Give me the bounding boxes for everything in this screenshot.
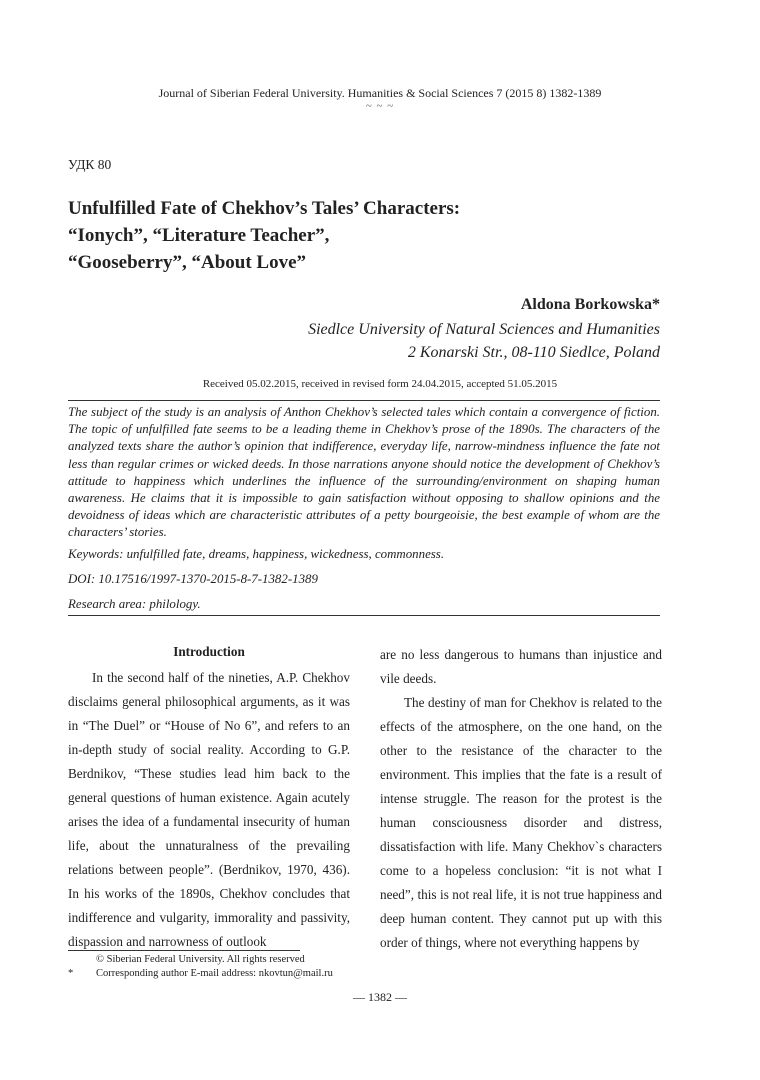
title-line-1: Unfulfilled Fate of Chekhov’s Tales’ Characters: (68, 198, 461, 219)
affiliation-line-2: 2 Konarski Str., 08-110 Siedlce, Poland (407, 344, 660, 361)
right-paragraph-1: are no less dangerous to humans than injustice and vile deeds. (380, 647, 662, 686)
author-name: Aldona Borkowska* (520, 296, 660, 313)
footnote-copyright (68, 953, 305, 967)
udk-code: УДК 80 (68, 157, 112, 172)
doi: DOI: 10.17516/1997-1370-2015-8-7-1382-1389 (68, 572, 318, 586)
footnote-star: * (68, 968, 74, 979)
affiliation-line-1: Siedlce University of Natural Sciences and Humanities (308, 321, 660, 338)
abstract-bottom-rule (68, 615, 660, 616)
abstract-top-rule (68, 400, 660, 401)
copyright-text: © Siberian Federal University. All rights reserved (96, 954, 305, 965)
keywords: Keywords: unfulfilled fate, dreams, happiness, wickedness, commonness. (68, 547, 445, 561)
right-column (380, 643, 662, 955)
abstract: The subject of the study is an analysis of Anthon Chekhov’s selected tales which contain a convergence of fiction. The topic of unfulfilled fate seems to be a leading theme in Chekhov’s prose of the 1890s. The characters of the analyzed texts share the author’s opinion that indifference, everyday life, narrow-mindness influence the fate not less than regular crimes or wicked deeds. In those narrations anyone should notice the development of Chekhov’s attitude to happiness which underlines the influence of the surrounding/environment on shaping human awareness. He claims that it is impossible to gain satisfaction without opposing to shallow opinions and the devoidness of ideas which are characteristic attributes of a petty bourgeoisie, the best example of whom are the characters’ stories. (68, 405, 660, 540)
article-title (68, 195, 668, 276)
title-line-2: “Ionych”, “Literature Teacher”, (68, 225, 330, 246)
section-heading-introduction: Introduction (173, 644, 245, 659)
header-ornament: ~ ~ ~ (365, 100, 395, 112)
research-area: Research area: philology. (68, 597, 201, 611)
author-affiliation (308, 318, 660, 364)
journal-header: Journal of Siberian Federal University. Humanities & Social Sciences 7 (2015 8) 1382-1389 (158, 86, 602, 100)
left-paragraph: In the second half of the nineties, A.P. Chekhov disclaims general philosophical arguments, as it was in “The Duel” or “House of No 6”, and refers to an in-depth study of social reality. According to G.P. Berdnikov, “These studies lead him back to the general questions of human existence. Again acutely arises the idea of a fundamental insecurity of human life, about the unnaturalness of the prevailing relations between people”. (Berdnikov, 1970, 436). In his works of the 1890s, Chekhov concludes that indifference and vulgarity, immorality and passivity, dispassion and narrowness of outlook (68, 670, 350, 949)
footnote-corresponding (68, 967, 333, 981)
received-dates: Received 05.02.2015, received in revised form 24.04.2015, accepted 51.05.2015 (202, 378, 558, 390)
title-line-3: “Gooseberry”, “About Love” (68, 252, 307, 273)
page-number: — 1382 — (353, 990, 407, 1004)
left-column (68, 640, 350, 954)
corresponding-email: Corresponding author E-mail address: nkovtun@mail.ru (96, 968, 333, 979)
footnote-rule (68, 950, 300, 951)
right-paragraph-2: The destiny of man for Chekhov is related to the effects of the atmosphere, on the one hand, on the other to the resistance of the character to the environment. This implies that the fate is a result of intense struggle. The reason for the protest is the human consciousness disorder and distress, dissatisfaction with life. Many Chekhov`s characters come to a hopeless conclusion: “it is not what I need”, this is not real life, it is not true happiness and deep human content. They cannot put up with this order of things, where not everything happens by (380, 695, 662, 950)
